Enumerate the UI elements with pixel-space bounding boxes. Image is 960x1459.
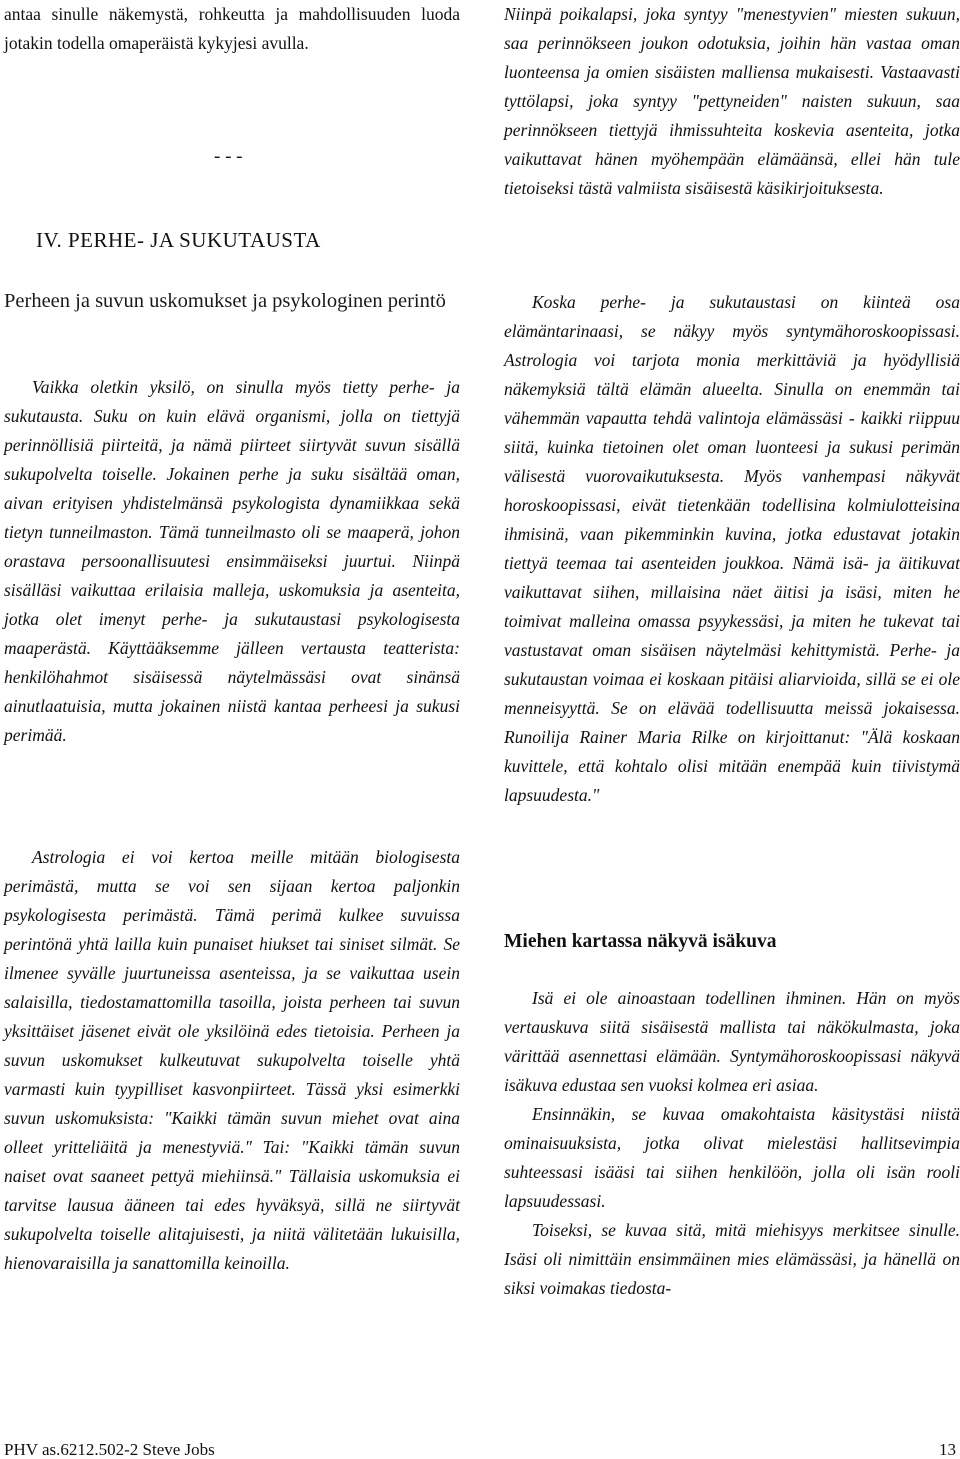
section-separator: - - - [214,146,243,167]
section-heading: Miehen kartassa näkyvä isäkuva [504,931,777,952]
body-paragraph: Toiseksi, se kuvaa sitä, mitä miehisyys merkitsee sinulle. Isäsi oli nimittäin ensimmäinen mies elämässäsi, ja hänellä on siksi voimakas tiedosta- [504,1220,960,1298]
page-number: 13 [939,1440,956,1459]
body-paragraph: Niinpä poikalapsi, joka syntyy "menestyvien" miesten sukuun, saa perinnökseen joukon odotuksia, joihin hän vastaa oman luonteensa ja omien sisäisten malliensa mukaisesti. Vastaavasti tyttölapsi, joka syntyy "pettyneiden" naisten sukuun, saa perinnökseen tiettyjä ihmissuhteita koskevia asenteita, jotka vaikuttavat hänen myöhempään elämäänsä, ellei hän tule tietoiseksi tästä valmiista sisäisestä käsikirjoituksesta. [504,4,960,198]
section-heading: Perheen ja suvun uskomukset ja psykologinen perintö [4,290,446,312]
body-paragraph: Vaikka oletkin yksilö, on sinulla myös tietty perhe- ja sukutausta. Suku on kuin elävä organismi, jolla on tiettyjä perinnöllisiä piirteitä, ja nämä piirteet siirtyvät suvun sisällä sukupolvelta toiselle. Jokainen perhe ja suku sisältää oman, aivan erityisen yhdistelmänsä psykologista dynamiikkaa sekä tietyn tunneilmaston. Tämä tunneilmasto oli se maaperä, johon orastava persoonallisuutesi ensimmäiseksi juurtui. Niinpä sisälläsi vaikuttaa erilaisia malleja, uskomuksia ja asenteita, jotka olet imenyt perhe- ja sukutaustasi psykologisesta maaperästä. Käyttääksemme jälleen vertausta teatterista: henkilöhahmot sisäisessä näytelmässäsi ovat sinänsä ainutlaatuisia, mutta jokainen niistä kantaa perheesi ja sukusi perimää. [4,377,460,745]
right-column [504,0,960,1298]
body-paragraph: Koska perhe- ja sukutaustasi on kiinteä osa elämäntarinaasi, se näkyy myös syntymähoroskoopissasi. Astrologia voi tarjota monia merkittäviä ja hyödyllisiä näkemyksiä tältä elämän alueelta. Sinulla on enemmän tai vähemmän vapautta tehdä valintoja elämässäsi - kaikki riippuu siitä, kuinka tietoinen olet oman luonteesi ja sukusi perimän välisestä vuorovaikutuksesta. Myös vanhempasi näkyvät horoskoopissasi, eivät tietenkään todellisina kolmiulotteisina ihmisinä, vaan pikemminkin kuvina, jotka edustavat jotakin tiettyä teemaa tai asenteiden joukkoa. Nämä isä- ja äitikuvat vaikuttavat siihen, millaisina näet äitisi ja isäsi, miten he toimivat malleina omassa psyykessäsi, ja miten he tukevat tai vastustavat oman sisäisen näytelmäsi kehittymistä. Perhe- ja sukutaustan voimaa ei koskaan pitäisi aliarvioida, sillä se ei ole menneisyyttä. Se on elävää todellisuutta meissä jokaisessa. Runoilija Rainer Maria Rilke on kirjoittanut: "Älä koskaan kuvittele, että kohtalo olisi mitään enempää kuin tiivistymä lapsuudesta." [504,292,960,805]
left-column [4,0,460,1273]
chapter-heading: IV. PERHE- JA SUKUTAUSTA [36,228,321,252]
body-paragraph: Ensinnäkin, se kuvaa omakohtaista käsitystäsi niistä ominaisuuksista, jotka olivat mielestäsi hallitsevimpia suhteessasi isääsi tai siihen henkilöön, jolla oli isän rooli lapsuudessasi. [504,1104,960,1211]
body-paragraph: Astrologia ei voi kertoa meille mitään biologisesta perimästä, mutta se voi sen sijaan kertoa paljonkin psykologisesta perimästä. Tämä perimä kulkee suvuissa perintönä yhtä lailla kuin punaiset hiukset tai siniset silmät. Se ilmenee syvälle juurtuneissa asenteissa, ja se vaikuttaa usein salaisilla, tiedostamattomilla tasoilla, joista perheen tai suvun yksittäiset jäsenet eivät ole yksilöinä edes tietoisia. Perheen ja suvun uskomukset kulkeutuvat sukupolvelta toiselle yhtä varmasti kuin tyypilliset kasvonpiirteet. Tässä yksi esimerkki suvun uskomuksista: "Kaikki tämän suvun miehet ovat aina olleet yritteliäitä ja menestyviä." Tai: "Kaikki tämän suvun naiset ovat saaneet pettyä miehiinsä." Tällaisia uskomuksia ei tarvitse lausua ääneen tai edes hyväksyä, sillä ne siirtyvät sukupolvelta toiselle alitajuisesti, ja niitä välitetään lukuisilla, hienovaraisilla ja sanattomilla keinoilla. [4,847,460,1273]
intro-paragraph: antaa sinulle näkemystä, rohkeutta ja mahdollisuuden luoda jotakin todella omaperäistä kykyjesi avulla. [4,4,460,53]
footer-document-id: PHV as.6212.502-2 Steve Jobs [4,1440,215,1459]
body-paragraph: Isä ei ole ainoastaan todellinen ihminen. Hän on myös vertauskuva siitä sisäisestä mallista tai näkökulmasta, joka värittää asennettasi elämään. Syntymähoroskoopissasi näkyvä isäkuva edustaa sen vuoksi kolmea eri asiaa. [504,988,960,1095]
